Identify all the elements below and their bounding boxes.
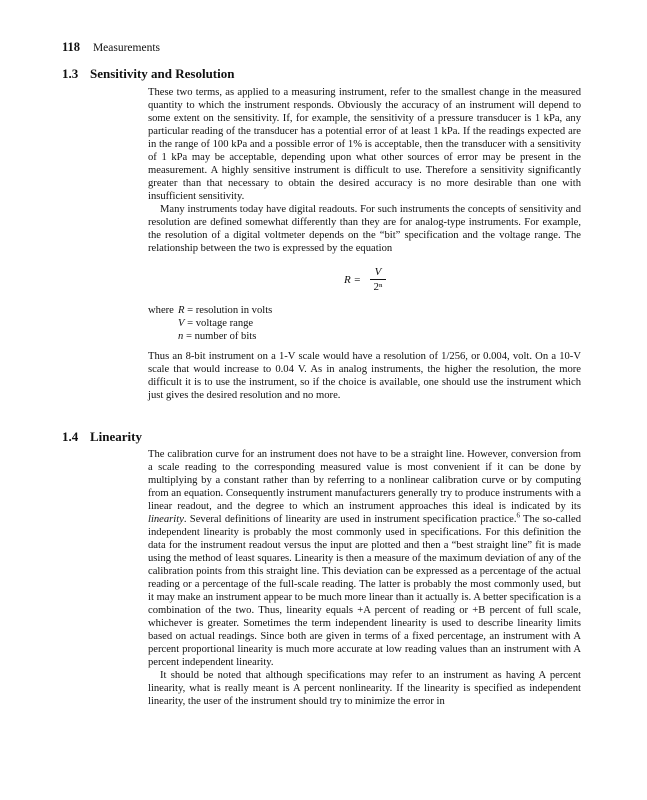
equation-numerator: V (374, 266, 382, 278)
section-title: Sensitivity and Resolution (90, 66, 235, 81)
section-title: Linearity (90, 429, 142, 444)
equation-denominator: 2ⁿ (373, 281, 383, 293)
variable-definition: = voltage range (187, 318, 254, 329)
resolution-equation (344, 266, 404, 302)
section-1-3-body-top (148, 86, 581, 255)
definition-row (148, 304, 272, 317)
section-1-4-body (148, 448, 581, 708)
equation-fraction (370, 266, 386, 293)
section-heading-1-4 (62, 429, 142, 445)
paragraph (148, 448, 581, 669)
section-heading-1-3 (62, 66, 234, 82)
variable-symbol: n (178, 331, 184, 342)
paragraph: It should be noted that although specifications may refer to an instrument as having A percent linearity, what is really meant is A percent nonlinearity. If the linearity is specified as independent linearity, the user of the instrument should try to minimize the error in (148, 670, 581, 707)
definition-row (148, 317, 272, 330)
text-run: The calibration curve for an instrument does not have to be a straight line. However, conversion from a scale reading to the corresponding measured value is most convenient if it can be done by multiplying by a constant rather than by referring to a nonlinear calibration curve or by computing from an equation. Consequently instrument manufacturers generally try to produce instruments with a linear readout, and the degree to which an instrument approaches this ideal is indicated by its (148, 449, 581, 512)
variable-definition: = resolution in volts (187, 305, 273, 316)
where-label: where (148, 305, 174, 316)
variable-definitions (148, 304, 272, 343)
paragraph: These two terms, as applied to a measuring instrument, refer to the smallest change in the measured quantity to which the instrument responds. Obviously the accuracy of an instrument will depend to some extent on the sensitivity. If, for example, the sensitivity of a pressure transducer is 1 kPa, any particular reading of the transducer has a potential error of at least 1 kPa. If the readings expected are in the range of 100 kPa and a possible error of 1% is acceptable, then the transducer with a sensitivity of 1 kPa may be acceptable, depending upon what other sources of error may be present in the measurement. A highly sensitive instrument is difficult to use. Therefore a sensitivity significantly greater than that necessary to obtain the desired accuracy is no more desirable than one with insufficient sensitivity. (148, 87, 581, 202)
section-1-3-body-bottom (148, 350, 581, 402)
running-title: Measurements (92, 42, 161, 54)
reference-marker: 6 (516, 511, 520, 520)
text-run: The so-called independent linearity is probably the most commonly used in specifications. For this definition the data for the instrument readout versus the input are plotted and then a “best straight line” fit is made using the method of least squares. Linearity is then a measure of the maximum deviation of any of the calibration points from this straight line. This deviation can be expressed as a percentage of the actual reading or a percentage of the full-scale reading. The latter is probably the most commonly used, but it may make an instrument appear to be much more linear than it actually is. A better specification is a combination of the two. Thus, linearity equals +A percent of reading or +B percent of full scale, whichever is greater. Sometimes the term independent linearity is used to describe linearity limits based on actual readings. Since both are given in terms of a fixed percentage, an instrument with A percent proportional linearity is much more accurate at low reading values than an instrument with A percent independent linearity. (148, 514, 582, 668)
variable-definition: = number of bits (185, 331, 257, 342)
paragraph: Thus an 8-bit instrument on a 1-V scale would have a resolution of 1/256, or 0.004, volt. On a 10-V scale that would increase to 0.04 V. As in analog instruments, the higher the resolution, the more difficult it is to use the instrument, so if the choice is available, one should use the instrument which just gives the desired resolution and no more. (148, 351, 581, 401)
definition-row (148, 330, 272, 343)
paragraph: Many instruments today have digital readouts. For such instruments the concepts of sensitivity and resolution are defined somewhat differently than they are for analog-type instruments. For example, the resolution of a digital voltmeter depends on the “bit” specification and the voltage range. The relationship between the two is expressed by the equation (148, 204, 581, 254)
variable-symbol: R (178, 305, 185, 316)
equation-lhs: R = (344, 274, 361, 286)
emphasis-term: linearity (148, 514, 184, 525)
section-number: 1.4 (62, 429, 79, 444)
variable-symbol: V (178, 318, 185, 329)
running-header (62, 40, 160, 55)
fraction-bar (370, 279, 386, 280)
text-run: . Several definitions of linearity are used in instrument specification practice. (183, 514, 517, 525)
page-number: 118 (62, 40, 81, 54)
section-number: 1.3 (62, 66, 79, 81)
